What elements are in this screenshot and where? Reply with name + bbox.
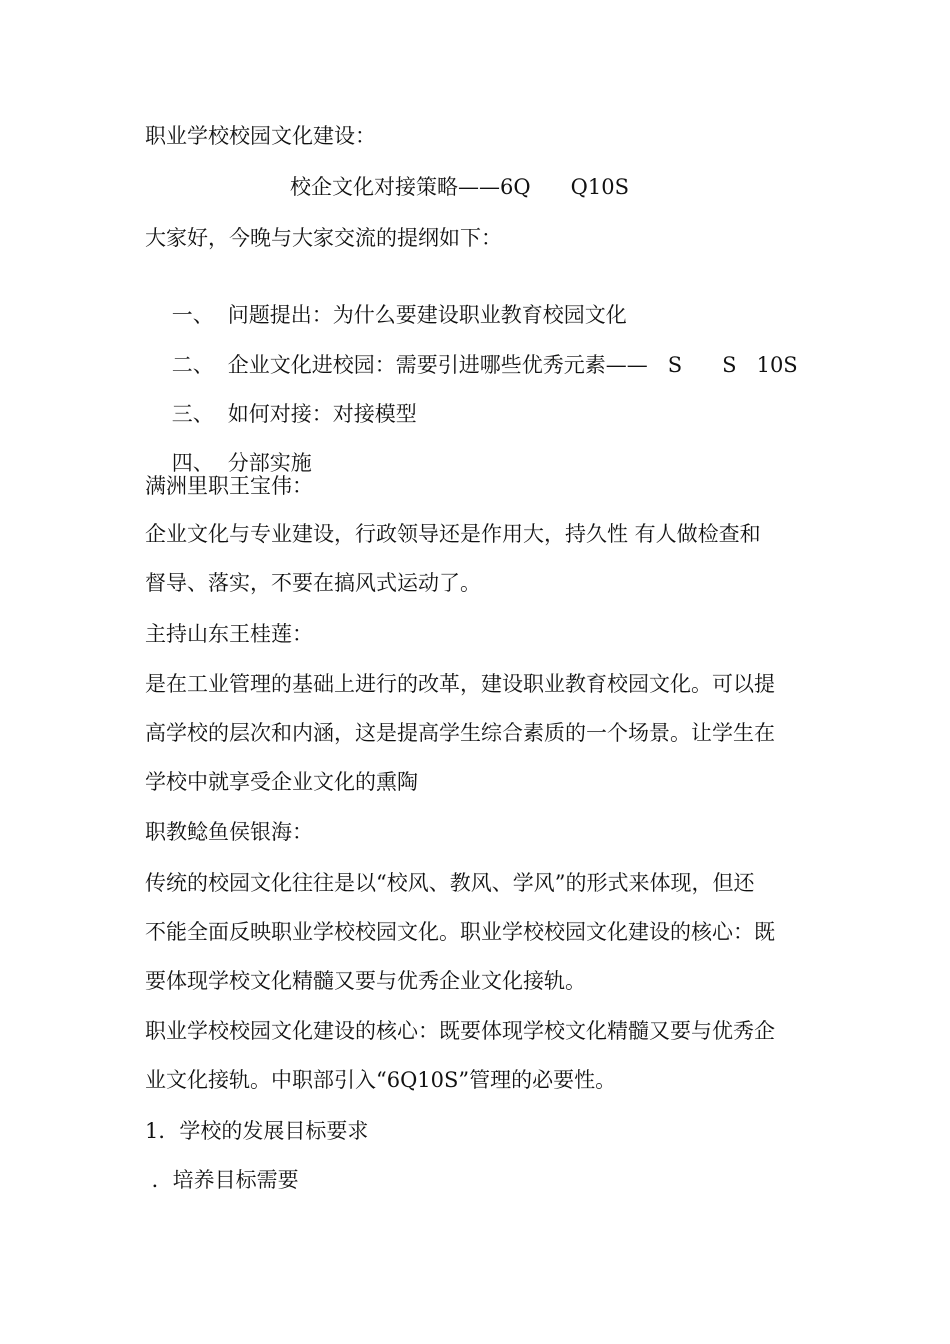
outline-number: 三、 — [171, 402, 214, 426]
numbered-item: ．培养目标需要 — [145, 1168, 299, 1192]
paragraph-line: 督导、落实，不要在搞风式运动了。 — [145, 571, 481, 595]
outline-text: 问题提出：为什么要建设职业教育校园文化 — [227, 303, 627, 327]
paragraph-line: 企业文化与专业建设，行政领导还是作用大，持久性 有人做检查和 — [145, 522, 761, 546]
outline-text: 分部实施 — [227, 451, 312, 475]
outline-text: 如何对接：对接模型 — [227, 402, 417, 426]
outline-text: 企业文化进校园：需要引进哪些优秀元素—— S S 10S — [227, 353, 798, 377]
outline-number: 一、 — [171, 303, 214, 327]
numbered-item: 1．学校的发展目标要求 — [145, 1119, 369, 1143]
document-subtitle: 校企文化对接策略——6Q Q10S — [290, 175, 629, 199]
speaker-name: 职教鲶鱼侯银海： — [145, 820, 313, 844]
paragraph-line: 学校中就享受企业文化的熏陶 — [145, 770, 418, 794]
document-title: 职业学校校园文化建设： — [145, 124, 376, 148]
paragraph-line: 要体现学校文化精髓又要与优秀企业文化接轨。 — [145, 969, 586, 993]
paragraph-line: 传统的校园文化往往是以“校风、教风、学风”的形式来体现，但还 — [145, 871, 755, 895]
speaker-name: 主持山东王桂莲： — [145, 622, 313, 646]
paragraph-line: 是在工业管理的基础上进行的改革，建设职业教育校园文化。可以提 — [145, 672, 775, 696]
outline-number: 四、 — [171, 451, 214, 475]
greeting-text: 大家好，今晚与大家交流的提纲如下： — [145, 226, 502, 250]
paragraph-line: 不能全面反映职业学校校园文化。职业学校校园文化建设的核心：既 — [145, 920, 775, 944]
outline-number: 二、 — [171, 353, 214, 377]
paragraph-line: 职业学校校园文化建设的核心：既要体现学校文化精髓又要与优秀企 — [145, 1019, 775, 1043]
speaker-name: 满洲里职王宝伟： — [145, 474, 313, 498]
paragraph-line: 业文化接轨。中职部引入“6Q10S”管理的必要性。 — [145, 1068, 617, 1092]
paragraph-line: 高学校的层次和内涵，这是提高学生综合素质的一个场景。让学生在 — [145, 721, 775, 745]
